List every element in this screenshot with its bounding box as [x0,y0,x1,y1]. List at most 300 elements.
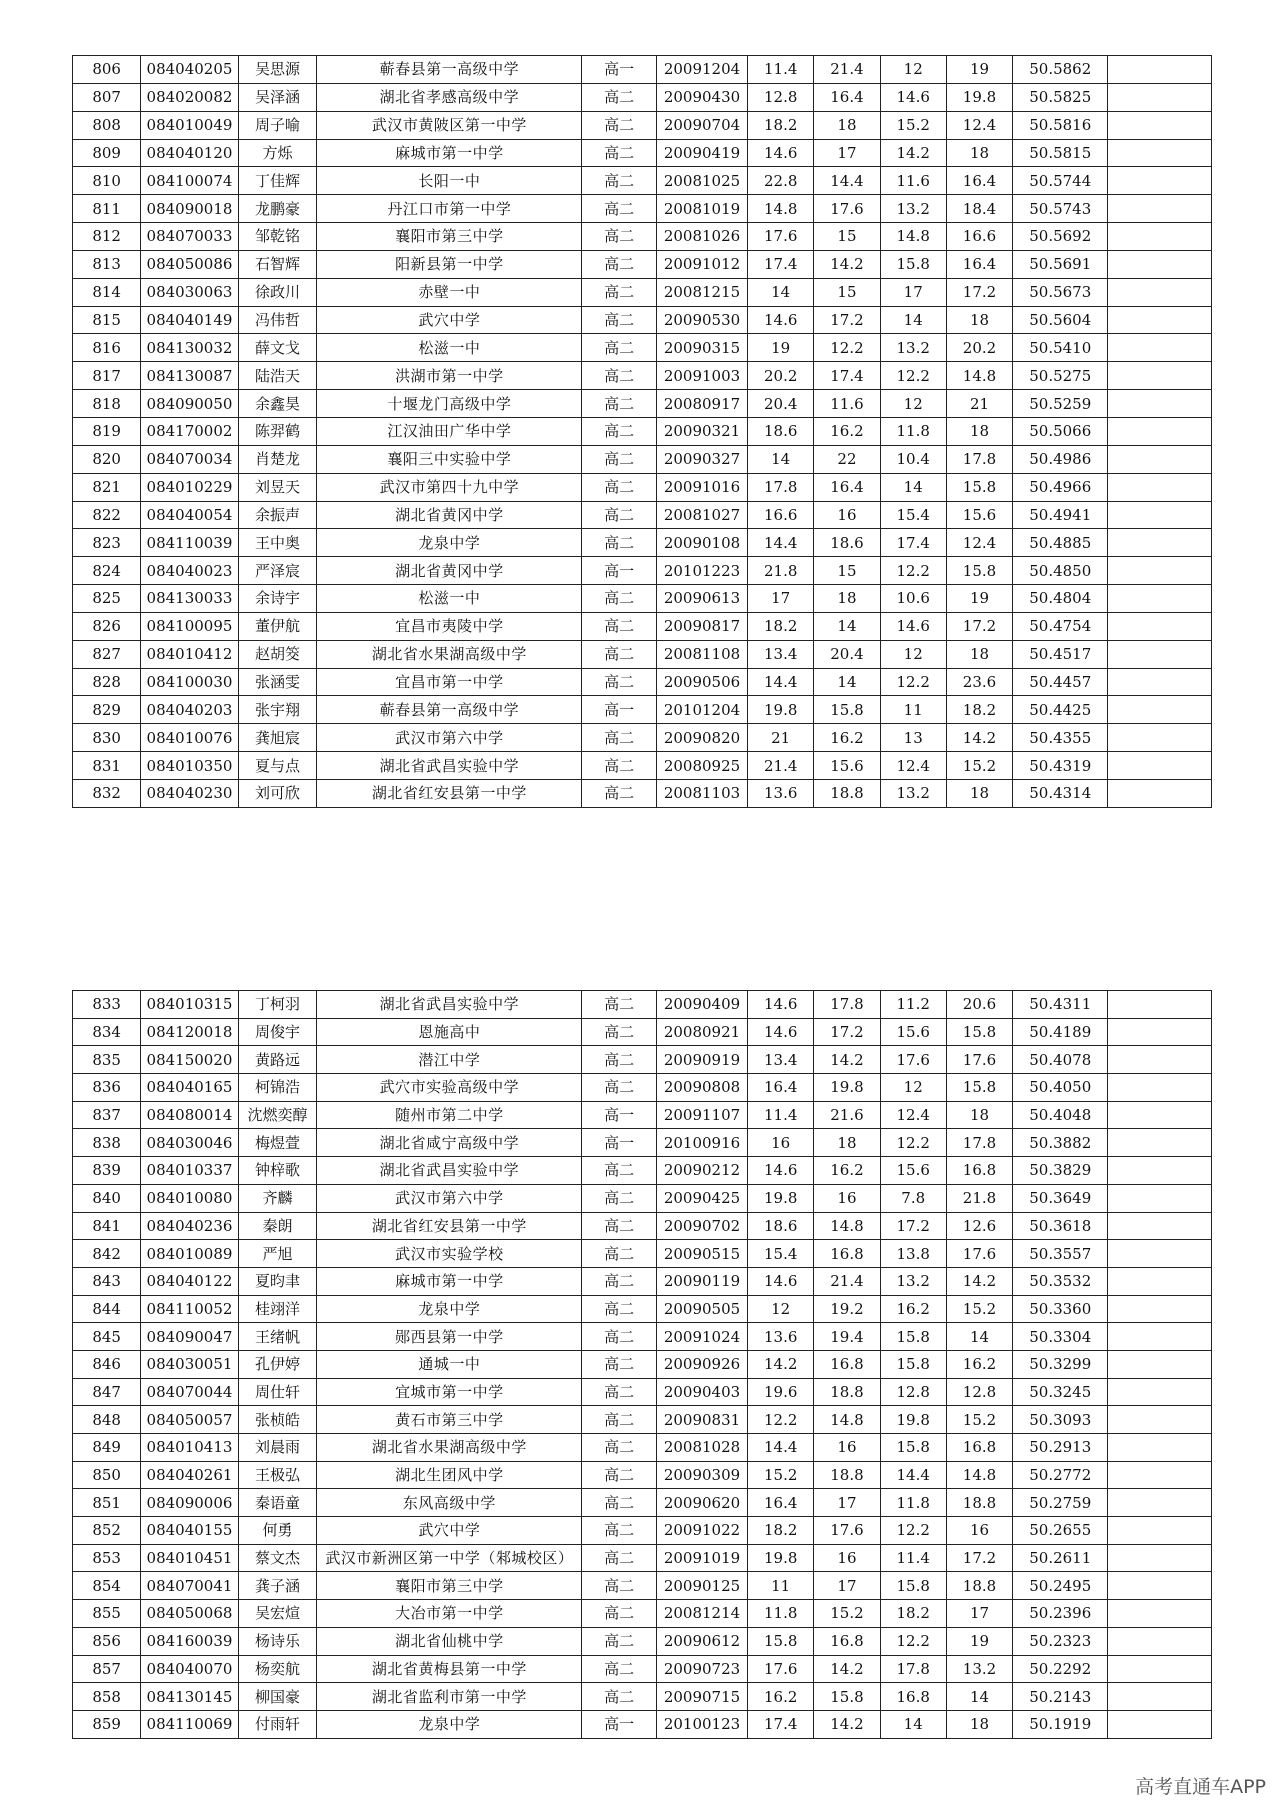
cell-score-1: 18.2 [748,111,814,139]
table-row [73,1655,1212,1683]
cell-school: 武汉市黄陂区第一中学 [317,111,582,139]
cell-grade: 高一 [582,1710,657,1738]
table-row [73,334,1212,362]
table-row [73,250,1212,278]
cell-score-3: 15.2 [880,111,946,139]
cell-name: 余振声 [238,501,317,529]
cell-school: 龙泉中学 [317,529,582,557]
cell-school: 长阳一中 [317,167,582,195]
table-row [73,696,1212,724]
cell-school: 襄阳市第三中学 [317,223,582,251]
cell-note [1108,1074,1212,1102]
cell-score-3: 13.2 [880,1267,946,1295]
cell-total: 50.4885 [1013,529,1108,557]
cell-school: 洪湖市第一中学 [317,362,582,390]
cell-candidate-id: 084040149 [141,306,238,334]
table-row [73,557,1212,585]
cell-rank: 854 [73,1572,141,1600]
cell-score-2: 18.6 [814,529,880,557]
cell-score-3: 15.8 [880,250,946,278]
cell-score-1: 13.4 [748,640,814,668]
cell-grade: 高二 [582,1046,657,1074]
cell-name: 钟梓歌 [238,1157,317,1185]
cell-name: 桂翊洋 [238,1295,317,1323]
cell-note [1108,1018,1212,1046]
cell-rank: 855 [73,1600,141,1628]
cell-score-2: 15 [814,278,880,306]
table-row [73,195,1212,223]
table-row [73,1572,1212,1600]
cell-grade: 高一 [582,1129,657,1157]
cell-birthdate: 20100916 [656,1129,747,1157]
cell-score-3: 14.2 [880,139,946,167]
cell-grade: 高二 [582,1683,657,1711]
cell-total: 50.5066 [1013,417,1108,445]
cell-grade: 高二 [582,1018,657,1046]
cell-score-3: 12.2 [880,557,946,585]
cell-note [1108,83,1212,111]
cell-score-1: 16.4 [748,1489,814,1517]
cell-score-4: 12.4 [946,529,1012,557]
cell-score-1: 14.6 [748,991,814,1019]
cell-grade: 高二 [582,991,657,1019]
cell-name: 邹乾铭 [238,223,317,251]
cell-grade: 高二 [582,250,657,278]
cell-grade: 高二 [582,1295,657,1323]
cell-birthdate: 20090612 [656,1627,747,1655]
cell-total: 50.4986 [1013,445,1108,473]
cell-total: 50.3304 [1013,1323,1108,1351]
cell-note [1108,557,1212,585]
cell-grade: 高二 [582,223,657,251]
cell-name: 严旭 [238,1240,317,1268]
cell-name: 张宇翔 [238,696,317,724]
cell-birthdate: 20090108 [656,529,747,557]
cell-candidate-id: 084010412 [141,640,238,668]
cell-score-4: 14.2 [946,1267,1012,1295]
cell-score-1: 21.8 [748,557,814,585]
cell-candidate-id: 084080014 [141,1101,238,1129]
table-row [73,1434,1212,1462]
cell-school: 龙泉中学 [317,1710,582,1738]
cell-candidate-id: 084010350 [141,752,238,780]
cell-school: 襄阳三中实验中学 [317,445,582,473]
cell-score-4: 18 [946,417,1012,445]
cell-birthdate: 20090723 [656,1655,747,1683]
cell-total: 50.2611 [1013,1544,1108,1572]
table-row [73,1074,1212,1102]
cell-total: 50.5815 [1013,139,1108,167]
cell-rank: 813 [73,250,141,278]
cell-score-4: 15.2 [946,1406,1012,1434]
cell-total: 50.4314 [1013,779,1108,807]
cell-candidate-id: 084030046 [141,1129,238,1157]
cell-score-1: 18.2 [748,612,814,640]
cell-grade: 高二 [582,1184,657,1212]
cell-candidate-id: 084170002 [141,417,238,445]
cell-birthdate: 20090530 [656,306,747,334]
cell-name: 张桢皓 [238,1406,317,1434]
cell-candidate-id: 084050068 [141,1600,238,1628]
cell-score-4: 19 [946,585,1012,613]
cell-score-1: 16.4 [748,1074,814,1102]
cell-score-2: 19.8 [814,1074,880,1102]
table-row [73,1101,1212,1129]
cell-note [1108,473,1212,501]
cell-candidate-id: 084010089 [141,1240,238,1268]
cell-score-2: 18 [814,585,880,613]
cell-school: 阳新县第一中学 [317,250,582,278]
cell-birthdate: 20090919 [656,1046,747,1074]
cell-birthdate: 20101223 [656,557,747,585]
cell-grade: 高二 [582,724,657,752]
cell-grade: 高二 [582,1627,657,1655]
cell-name: 夏与点 [238,752,317,780]
cell-total: 50.2495 [1013,1572,1108,1600]
cell-grade: 高二 [582,1461,657,1489]
cell-rank: 821 [73,473,141,501]
cell-score-2: 14 [814,612,880,640]
cell-score-1: 21 [748,724,814,752]
cell-score-1: 17.4 [748,250,814,278]
cell-school: 宜昌市第一中学 [317,668,582,696]
cell-candidate-id: 084040155 [141,1517,238,1545]
cell-candidate-id: 084040165 [141,1074,238,1102]
cell-score-2: 17.6 [814,1517,880,1545]
cell-rank: 840 [73,1184,141,1212]
cell-school: 江汉油田广华中学 [317,417,582,445]
cell-note [1108,1295,1212,1323]
cell-birthdate: 20081025 [656,167,747,195]
cell-rank: 835 [73,1046,141,1074]
cell-birthdate: 20090506 [656,668,747,696]
cell-score-2: 14.2 [814,1046,880,1074]
cell-name: 龚子涵 [238,1572,317,1600]
cell-score-2: 14.2 [814,250,880,278]
cell-rank: 837 [73,1101,141,1129]
cell-name: 柯锦浩 [238,1074,317,1102]
cell-total: 50.3618 [1013,1212,1108,1240]
cell-score-2: 14.2 [814,1710,880,1738]
cell-candidate-id: 084130033 [141,585,238,613]
cell-rank: 843 [73,1267,141,1295]
cell-candidate-id: 084040203 [141,696,238,724]
cell-score-3: 15.6 [880,1018,946,1046]
cell-name: 杨奕航 [238,1655,317,1683]
cell-total: 50.5259 [1013,390,1108,418]
cell-score-1: 19.6 [748,1378,814,1406]
cell-birthdate: 20090425 [656,1184,747,1212]
cell-school: 武汉市第六中学 [317,1184,582,1212]
cell-score-4: 17.2 [946,1544,1012,1572]
cell-score-3: 14 [880,306,946,334]
cell-rank: 831 [73,752,141,780]
cell-birthdate: 20091003 [656,362,747,390]
table-row [73,1267,1212,1295]
cell-name: 付雨轩 [238,1710,317,1738]
cell-birthdate: 20090419 [656,139,747,167]
cell-score-4: 17.8 [946,1129,1012,1157]
cell-name: 刘可欣 [238,779,317,807]
cell-school: 湖北省黄梅县第一中学 [317,1655,582,1683]
table-body-bottom [73,991,1212,1739]
cell-rank: 847 [73,1378,141,1406]
cell-name: 夏昀聿 [238,1267,317,1295]
cell-score-4: 18.8 [946,1572,1012,1600]
cell-score-1: 14 [748,278,814,306]
cell-candidate-id: 084130087 [141,362,238,390]
cell-grade: 高二 [582,668,657,696]
cell-score-3: 12.4 [880,752,946,780]
table-row [73,1489,1212,1517]
table-row [73,1683,1212,1711]
table-row [73,56,1212,84]
cell-note [1108,779,1212,807]
cell-score-3: 11.8 [880,417,946,445]
cell-candidate-id: 084010451 [141,1544,238,1572]
cell-note [1108,501,1212,529]
cell-grade: 高二 [582,362,657,390]
cell-school: 龙泉中学 [317,1295,582,1323]
cell-grade: 高二 [582,752,657,780]
cell-total: 50.5744 [1013,167,1108,195]
cell-rank: 848 [73,1406,141,1434]
cell-birthdate: 20091019 [656,1544,747,1572]
cell-school: 武汉市第四十九中学 [317,473,582,501]
cell-score-1: 16.2 [748,1683,814,1711]
cell-total: 50.5816 [1013,111,1108,139]
cell-score-3: 15.8 [880,1350,946,1378]
cell-note [1108,445,1212,473]
cell-school: 湖北省监利市第一中学 [317,1683,582,1711]
cell-score-4: 18 [946,1101,1012,1129]
cell-score-2: 11.6 [814,390,880,418]
cell-score-2: 17.4 [814,362,880,390]
cell-note [1108,1489,1212,1517]
cell-score-2: 16 [814,1434,880,1462]
cell-score-3: 11.4 [880,1544,946,1572]
cell-name: 赵胡筊 [238,640,317,668]
cell-rank: 852 [73,1517,141,1545]
cell-score-1: 21.4 [748,752,814,780]
cell-score-1: 14.6 [748,1267,814,1295]
cell-school: 黄石市第三中学 [317,1406,582,1434]
cell-rank: 816 [73,334,141,362]
cell-score-2: 22 [814,445,880,473]
cell-name: 严泽宸 [238,557,317,585]
table-row [73,1517,1212,1545]
cell-grade: 高二 [582,1323,657,1351]
cell-grade: 高二 [582,390,657,418]
cell-candidate-id: 084040122 [141,1267,238,1295]
cell-note [1108,1267,1212,1295]
cell-birthdate: 20080925 [656,752,747,780]
cell-score-1: 15.8 [748,1627,814,1655]
cell-score-4: 15.6 [946,501,1012,529]
table-row [73,991,1212,1019]
cell-birthdate: 20100123 [656,1710,747,1738]
table-row [73,1323,1212,1351]
cell-score-3: 15.8 [880,1323,946,1351]
cell-score-4: 15.8 [946,1074,1012,1102]
cell-score-2: 18.8 [814,1461,880,1489]
cell-grade: 高二 [582,1544,657,1572]
cell-candidate-id: 084010080 [141,1184,238,1212]
cell-birthdate: 20090702 [656,1212,747,1240]
cell-score-3: 16.8 [880,1683,946,1711]
cell-rank: 833 [73,991,141,1019]
cell-grade: 高二 [582,1517,657,1545]
cell-score-1: 16.6 [748,501,814,529]
cell-rank: 812 [73,223,141,251]
cell-grade: 高一 [582,557,657,585]
cell-score-3: 14.4 [880,1461,946,1489]
cell-score-2: 17.2 [814,1018,880,1046]
cell-school: 松滋一中 [317,585,582,613]
table-row [73,83,1212,111]
cell-birthdate: 20081103 [656,779,747,807]
cell-total: 50.5692 [1013,223,1108,251]
cell-total: 50.3882 [1013,1129,1108,1157]
cell-score-3: 15.6 [880,1157,946,1185]
cell-score-1: 16 [748,1129,814,1157]
cell-grade: 高二 [582,1406,657,1434]
cell-school: 十堰龙门高级中学 [317,390,582,418]
cell-birthdate: 20090309 [656,1461,747,1489]
cell-total: 50.5862 [1013,56,1108,84]
cell-score-4: 15.8 [946,1018,1012,1046]
cell-score-3: 10.6 [880,585,946,613]
cell-score-2: 16.2 [814,417,880,445]
table-row [73,1129,1212,1157]
cell-total: 50.5691 [1013,250,1108,278]
cell-rank: 828 [73,668,141,696]
cell-candidate-id: 084030051 [141,1350,238,1378]
cell-score-4: 19 [946,1627,1012,1655]
cell-score-2: 15.6 [814,752,880,780]
cell-note [1108,334,1212,362]
cell-total: 50.5604 [1013,306,1108,334]
cell-birthdate: 20101204 [656,696,747,724]
cell-candidate-id: 084110069 [141,1710,238,1738]
cell-rank: 841 [73,1212,141,1240]
cell-name: 丁佳辉 [238,167,317,195]
cell-school: 湖北省红安县第一中学 [317,779,582,807]
cell-score-2: 12.2 [814,334,880,362]
cell-score-3: 17 [880,278,946,306]
cell-name: 肖楚龙 [238,445,317,473]
cell-score-3: 12 [880,640,946,668]
cell-candidate-id: 084010315 [141,991,238,1019]
cell-school: 蕲春县第一高级中学 [317,56,582,84]
cell-name: 杨诗乐 [238,1627,317,1655]
cell-score-4: 18 [946,640,1012,668]
cell-birthdate: 20090125 [656,1572,747,1600]
cell-total: 50.2913 [1013,1434,1108,1462]
cell-school: 湖北省红安县第一中学 [317,1212,582,1240]
cell-grade: 高一 [582,696,657,724]
cell-school: 襄阳市第三中学 [317,1572,582,1600]
cell-score-2: 17.8 [814,991,880,1019]
cell-candidate-id: 084030063 [141,278,238,306]
cell-note [1108,1323,1212,1351]
table-row [73,1406,1212,1434]
table-row [73,1295,1212,1323]
cell-candidate-id: 084010229 [141,473,238,501]
cell-score-2: 17.2 [814,306,880,334]
cell-score-4: 18.2 [946,696,1012,724]
cell-total: 50.2759 [1013,1489,1108,1517]
cell-candidate-id: 084040261 [141,1461,238,1489]
cell-rank: 818 [73,390,141,418]
cell-rank: 859 [73,1710,141,1738]
cell-school: 武穴中学 [317,1517,582,1545]
cell-score-2: 16.2 [814,724,880,752]
cell-grade: 高二 [582,1600,657,1628]
cell-score-4: 16 [946,1517,1012,1545]
cell-score-3: 12.2 [880,362,946,390]
cell-score-4: 18.4 [946,195,1012,223]
cell-score-3: 13 [880,724,946,752]
cell-score-2: 15 [814,557,880,585]
cell-score-4: 19.8 [946,83,1012,111]
cell-grade: 高一 [582,1101,657,1129]
cell-score-3: 18.2 [880,1600,946,1628]
cell-note [1108,1157,1212,1185]
cell-score-3: 13.8 [880,1240,946,1268]
cell-name: 方烁 [238,139,317,167]
cell-score-1: 18.6 [748,1212,814,1240]
cell-score-1: 19.8 [748,1544,814,1572]
cell-school: 湖北省黄冈中学 [317,501,582,529]
cell-note [1108,1350,1212,1378]
cell-note [1108,1655,1212,1683]
cell-score-1: 14.2 [748,1350,814,1378]
cell-grade: 高二 [582,501,657,529]
cell-score-4: 21 [946,390,1012,418]
cell-score-2: 16 [814,1544,880,1572]
cell-total: 50.4517 [1013,640,1108,668]
cell-note [1108,696,1212,724]
cell-candidate-id: 084090047 [141,1323,238,1351]
cell-school: 湖北省武昌实验中学 [317,991,582,1019]
cell-score-1: 14.6 [748,1018,814,1046]
cell-total: 50.5410 [1013,334,1108,362]
cell-candidate-id: 084090018 [141,195,238,223]
cell-candidate-id: 084040230 [141,779,238,807]
cell-rank: 858 [73,1683,141,1711]
cell-name: 陆浩天 [238,362,317,390]
cell-total: 50.4078 [1013,1046,1108,1074]
cell-candidate-id: 084040120 [141,139,238,167]
cell-score-3: 7.8 [880,1184,946,1212]
cell-total: 50.3829 [1013,1157,1108,1185]
cell-score-3: 14 [880,1710,946,1738]
cell-score-4: 12.4 [946,111,1012,139]
table-row [73,1710,1212,1738]
cell-birthdate: 20081214 [656,1600,747,1628]
cell-candidate-id: 084010337 [141,1157,238,1185]
cell-score-4: 12.6 [946,1212,1012,1240]
cell-grade: 高二 [582,585,657,613]
cell-birthdate: 20090613 [656,585,747,613]
cell-score-4: 14 [946,1323,1012,1351]
cell-grade: 高二 [582,167,657,195]
cell-candidate-id: 084100074 [141,167,238,195]
cell-school: 湖北生团风中学 [317,1461,582,1489]
cell-school: 武汉市实验学校 [317,1240,582,1268]
cell-score-4: 18 [946,139,1012,167]
